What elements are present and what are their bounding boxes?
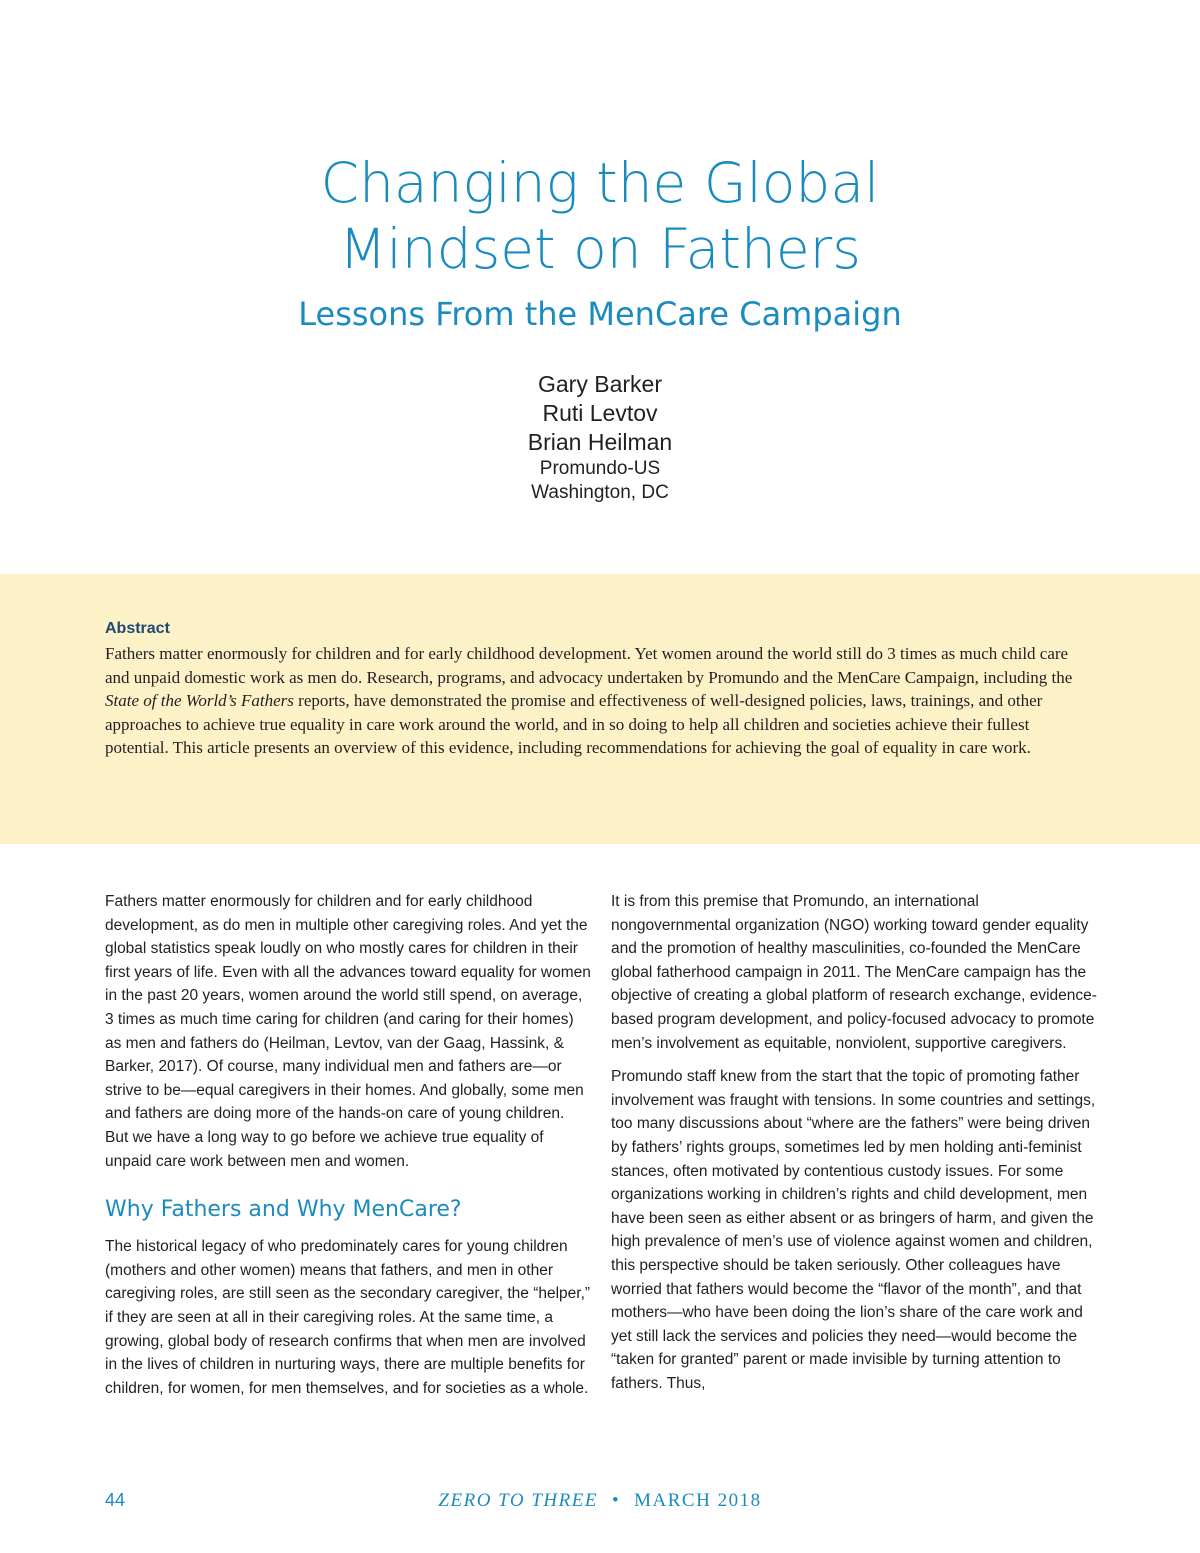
- author-name: Brian Heilman: [527, 429, 673, 455]
- page-number: 44: [105, 1490, 126, 1510]
- journal-name: ZERO TO THREE: [438, 1490, 598, 1511]
- issue-date: MARCH 2018: [634, 1490, 762, 1511]
- section-heading: Why Fathers and Why MenCare?: [105, 1197, 462, 1223]
- body-paragraph: Promundo staff knew from the start that the topic of promoting father involvement was fraught with tensions. In some countries and settings, too many discussions about “where are the fathers” were being driven by fathers’ rights groups, sometimes led by men holding anti-feminist stances, often motivated by contentious custody issues. For some organizations working in children’s rights and child development, men have been seen as either absent or as bringers of harm, and given the high prevalence of men’s use of violence against women and children, this perspective should be taken seriously. Other colleagues have worried that fathers would become the “flavor of the month”, and that mothers—who have been doing the lion’s share of the care work and yet still lack the services and policies they need—would become the “taken for granted” parent or made invisible by turning attention to fathers. Thus,: [611, 1068, 1096, 1392]
- author-name: Gary Barker: [538, 371, 662, 397]
- abstract-text: [105, 642, 1095, 760]
- article-title-line-2: Mindset on Fathers: [339, 217, 861, 281]
- body-paragraph: Fathers matter enormously for children and for early childhood development, as do men in multiple other caregiving roles. And yet the global statistics speak loudly on who mostly cares for children in their first years of life. Even with all the advances toward equality for women in the past 20 years, women around the world still spend, on average, 3 times as much time caring for children (and caring for their homes) as men and fathers do (Heilman, Levtov, van der Gaag, Hassink, & Barker, 2017). Of course, many individual men and fathers are—or strive to be—equal caregivers in their homes. And globally, some men and fathers are doing more of the hands-on care of young children. But we have a long way to go before we achieve true equality of unpaid care work between men and women.: [105, 893, 591, 1170]
- article-title-line-1: Changing the Global: [320, 151, 880, 215]
- author-organization: Promundo-US: [539, 458, 661, 479]
- body-column-right: [611, 890, 1097, 1405]
- body-paragraph: The historical legacy of who predominately cares for young children (mothers and other women) means that fathers, and men in other caregiving roles, are still seen as the secondary caregiver, the “helper,” if they are seen at all in their caregiving roles. At the same time, a growing, global body of research confirms that when men are involved in the lives of children in nurturing ways, there are multiple benefits for children, for women, for men themselves, and for societies as a whole.: [105, 1238, 591, 1397]
- journal-info: [0, 1490, 1200, 1512]
- author-block: [0, 370, 1200, 505]
- author-location: Washington, DC: [531, 482, 669, 503]
- page-footer: [0, 1490, 1200, 1516]
- abstract-heading: Abstract: [105, 620, 170, 637]
- author-name: Ruti Levtov: [542, 400, 658, 426]
- abstract-text-part-1: Fathers matter enormously for children and for early childhood development. Yet women around the world still do 3 times as much child care and unpaid domestic work as men do. Research, programs, and advocacy undertaken by Promundo and the MenCare Campaign, including the: [105, 644, 1073, 687]
- abstract-report-title: State of the World’s Fathers: [105, 691, 294, 711]
- body-paragraph: It is from this premise that Promundo, an international nongovernmental organization (NGO) working toward gender equality and the promotion of healthy masculinities, co-founded the MenCare global fatherhood campaign in 2011. The MenCare campaign has the objective of creating a global platform of research exchange, evidence-based program development, and policy-focused advocacy to promote men’s involvement as equitable, nonviolent, supportive caregivers.: [611, 893, 1097, 1052]
- article-title-block: [0, 150, 1200, 336]
- abstract-box: [0, 574, 1200, 844]
- separator-bullet: •: [611, 1490, 621, 1511]
- article-subtitle: Lessons From the MenCare Campaign: [298, 295, 902, 333]
- body-column-left: [105, 890, 591, 1410]
- abstract-text-part-2: reports, have demonstrated the promise and effectiveness of well-designed policies, laws, trainings, and other approaches to achieve true equality in care work around the world, and in so doing to help all children and societies achieve their fullest potential. This article presents an overview of this evidence, including recommendations for achieving the goal of equality in care work.: [105, 691, 1043, 758]
